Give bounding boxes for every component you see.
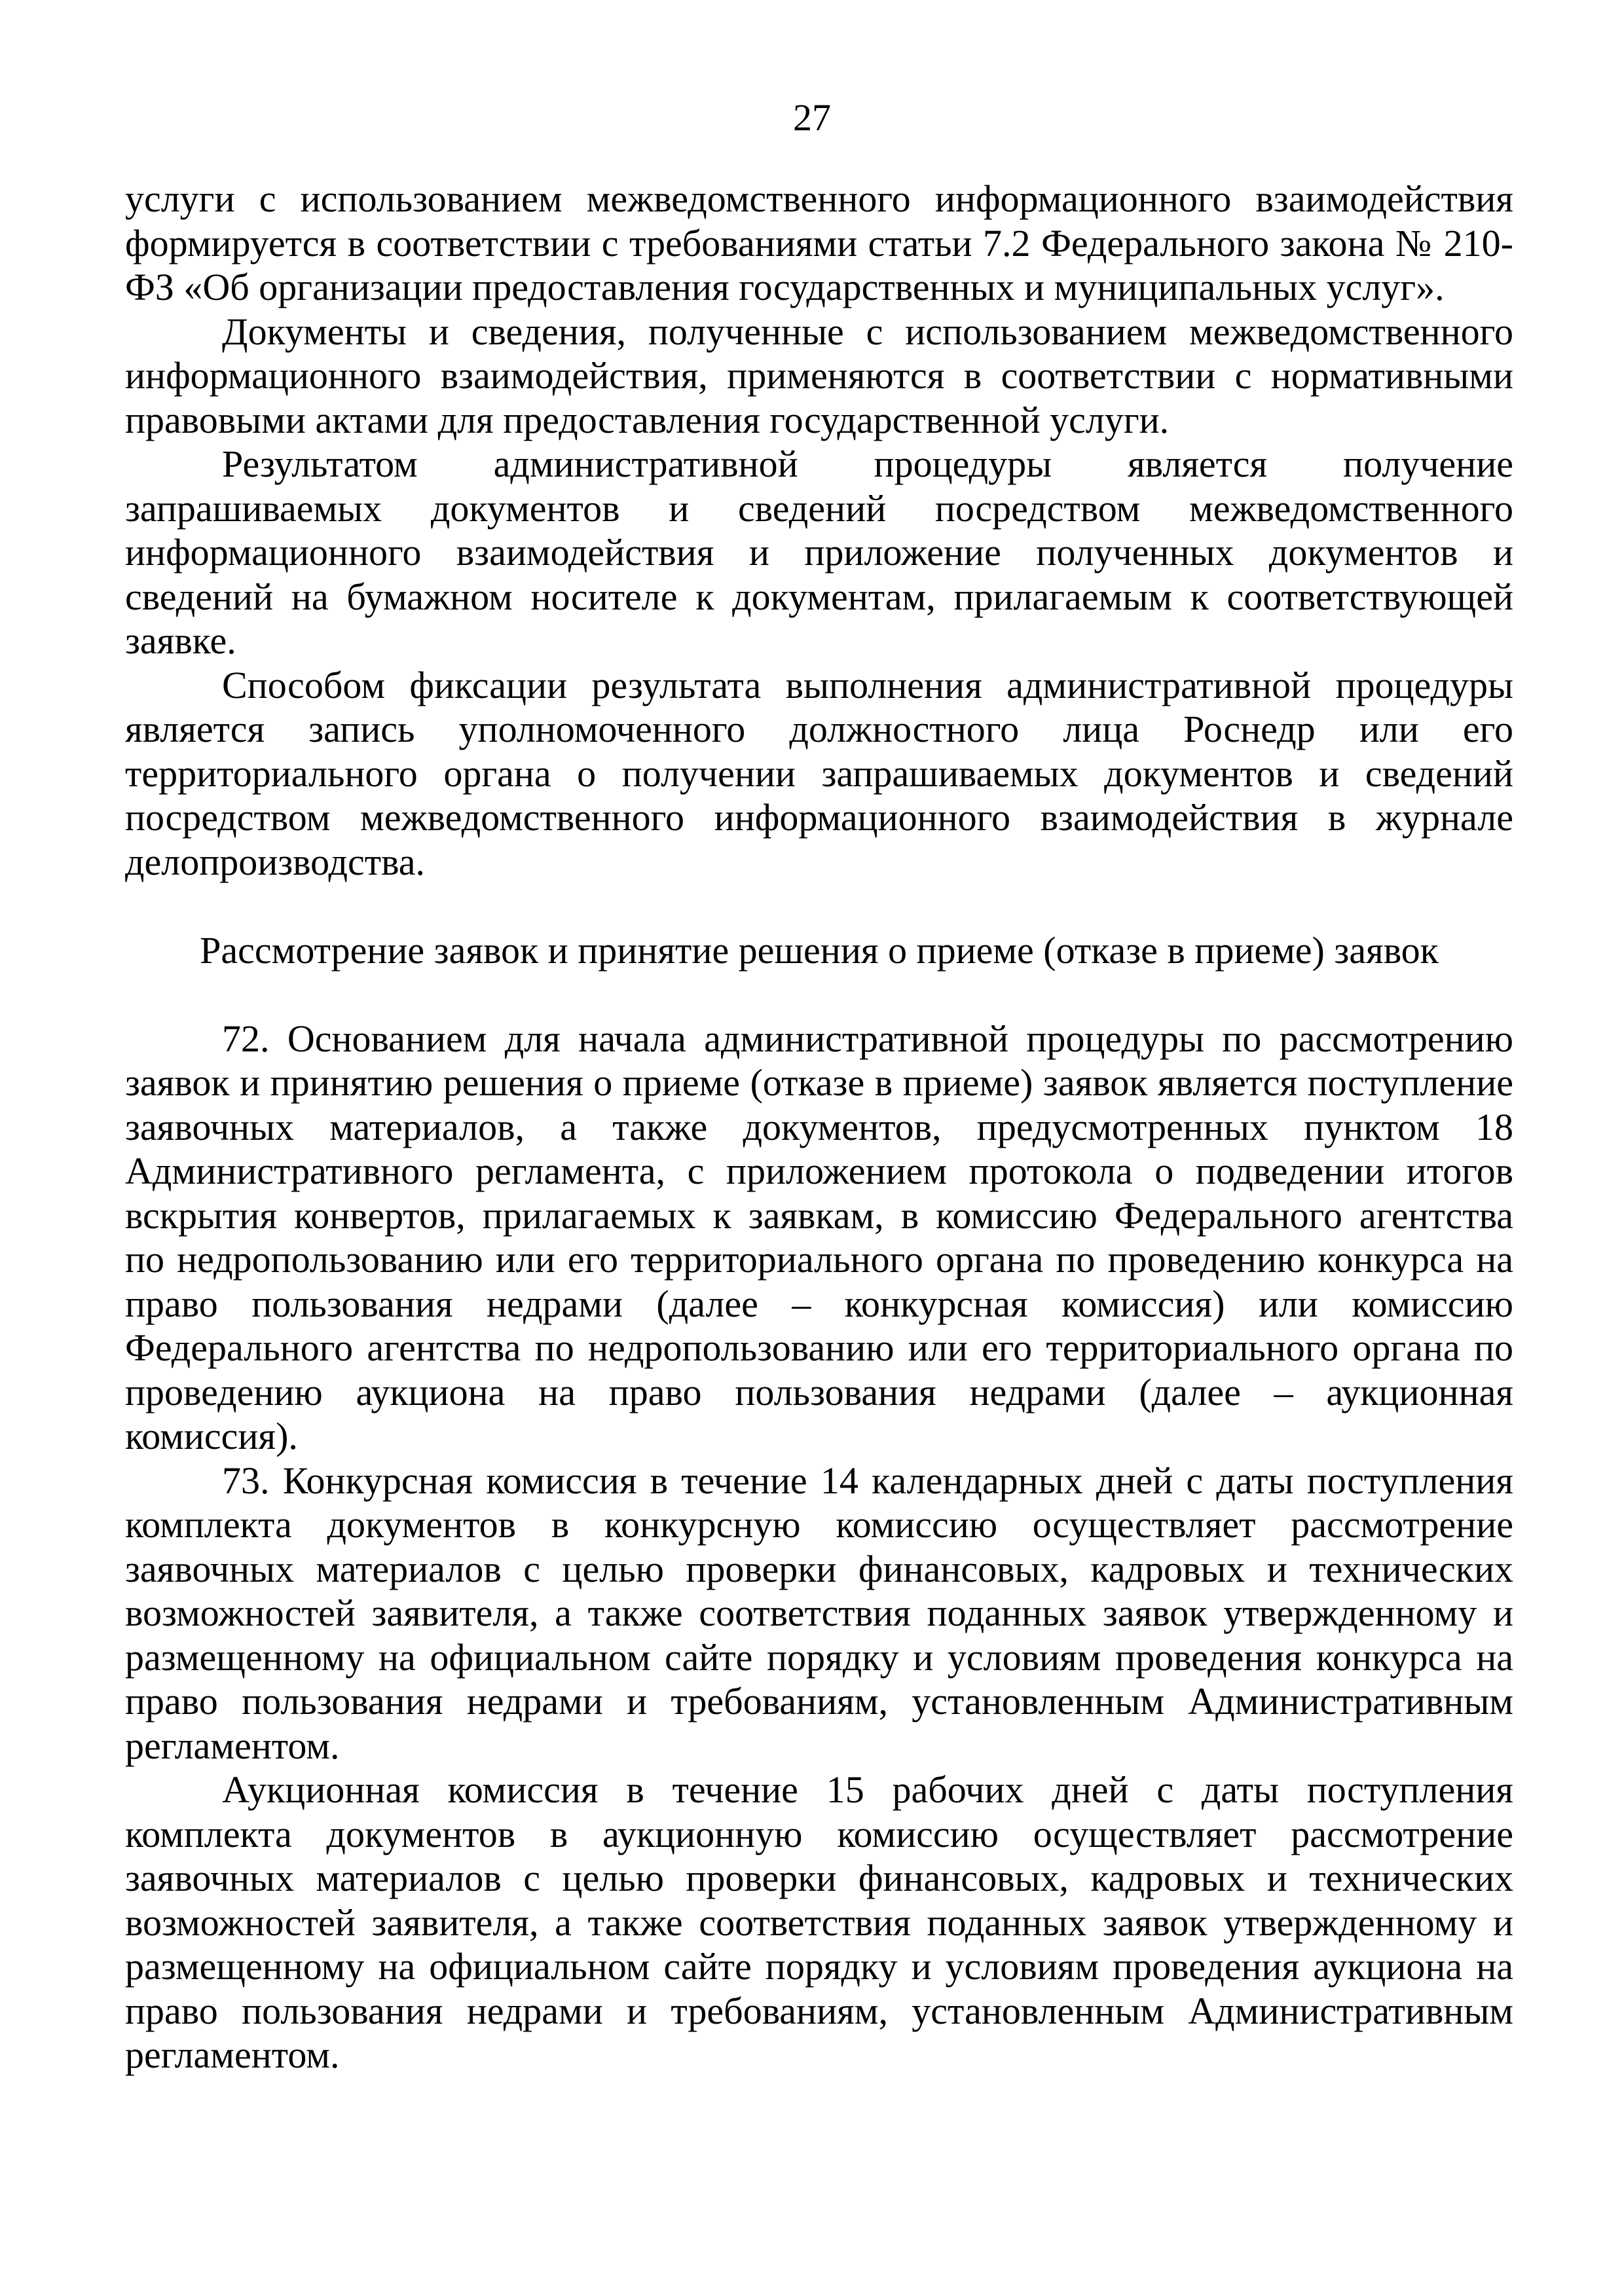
text-line: право пользования недрами (далее – конкурсная комиссия) или комиссию [125,1282,1513,1325]
text-line: размещенному на официальном сайте порядку и условиям проведения конкурса на [125,1635,1513,1679]
text-line: заявочных материалов с целью проверки финансовых, кадровых и технических [125,1547,1513,1590]
text-line: Федерального агентства по недропользованию или его территориального органа по [125,1326,1513,1369]
text-line: возможностей заявителя, а также соответствия поданных заявок утвержденному и [125,1901,1513,1944]
paragraph [125,1768,1513,2077]
text-line: формируется в соответствии с требованиями статьи 7.2 Федерального закона № 210- [125,221,1513,264]
text-line: проведению аукциона на право пользования недрами (далее – аукционная [125,1370,1513,1413]
text-line: правовыми актами для предоставления государственной услуги. [125,398,1170,441]
text-line: информационного взаимодействия, применяются в соответствии с нормативными [125,354,1513,397]
text-line: Документы и сведения, полученные с использованием межведомственного [222,310,1513,353]
paragraph [125,1017,1513,1459]
text-line: вскрытия конвертов, прилагаемых к заявкам, в комиссию Федерального агентства [125,1194,1513,1237]
text-line: возможностей заявителя, а также соответствия поданных заявок утвержденному и [125,1592,1513,1634]
text-line: регламентом. [125,1724,340,1767]
text-line: Способом фиксации результата выполнения административной процедуры [222,663,1513,706]
text-line: сведений на бумажном носителе к документам, прилагаемым к соответствующей [125,575,1513,618]
text-line: заявочных материалов, а также документов, предусмотренных пунктом 18 [125,1105,1513,1148]
text-line: ФЗ «Об организации предоставления государственных и муниципальных услуг». [125,266,1445,308]
paragraphs-before-heading [125,177,1513,884]
text-line: территориального органа о получении запрашиваемых документов и сведений [125,752,1513,795]
text-line: регламентом. [125,2033,340,2076]
page-number: 27 [793,96,831,139]
text-line: заявок и принятию решения о приеме (отказе в приеме) заявок является поступление [125,1061,1513,1104]
text-line: услуги с использованием межведомственного информационного взаимодействия [125,177,1513,220]
paragraph [125,663,1513,884]
text-line: 72. Основанием для начала административной процедуры по рассмотрению [222,1017,1513,1060]
paragraphs-after-heading [125,1017,1513,2077]
text-line: право пользования недрами и требованиям, установленным Административным [125,1680,1513,1722]
text-line: Результатом административной процедуры является получение [222,443,1513,485]
text-line: Административного регламента, с приложением протокола о подведении итогов [125,1150,1513,1192]
text-line: информационного взаимодействия и приложение полученных документов и [125,531,1513,574]
text-line: заявке. [125,619,236,662]
text-line: по недропользованию или его территориального органа по проведению конкурса на [125,1238,1513,1281]
text-line: запрашиваемых документов и сведений посредством межведомственного [125,486,1513,530]
text-line: комиссия). [125,1415,298,1457]
text-line: является запись уполномоченного должностного лица Роснедр или его [125,708,1513,750]
text-line: комплекта документов в конкурсную комиссию осуществляет рассмотрение [125,1503,1513,1546]
text-line: посредством межведомственного информационного взаимодействия в журнале [125,796,1513,839]
text-line: 73. Конкурсная комиссия в течение 14 календарных дней с даты поступления [222,1459,1513,1502]
blank-line [125,972,1513,1017]
text-line: заявочных материалов с целью проверки финансовых, кадровых и технических [125,1857,1513,1899]
blank-line [125,884,1513,928]
text-line: право пользования недрами и требованиям, установленным Административным [125,1989,1513,2032]
document-body [125,177,1513,2077]
paragraph [125,442,1513,663]
paragraph [125,310,1513,443]
paragraph [125,1459,1513,1768]
text-line: Аукционная комиссия в течение 15 рабочих дней с даты поступления [222,1768,1513,1811]
text-line: размещенному на официальном сайте порядку и условиям проведения аукциона на [125,1945,1513,1988]
text-line: делопроизводства. [125,840,425,883]
section-heading: Рассмотрение заявок и принятие решения о приеме (отказе в приеме) заявок [200,928,1439,972]
text-line: комплекта документов в аукционную комиссию осуществляет рассмотрение [125,1812,1513,1855]
paragraph [125,177,1513,310]
